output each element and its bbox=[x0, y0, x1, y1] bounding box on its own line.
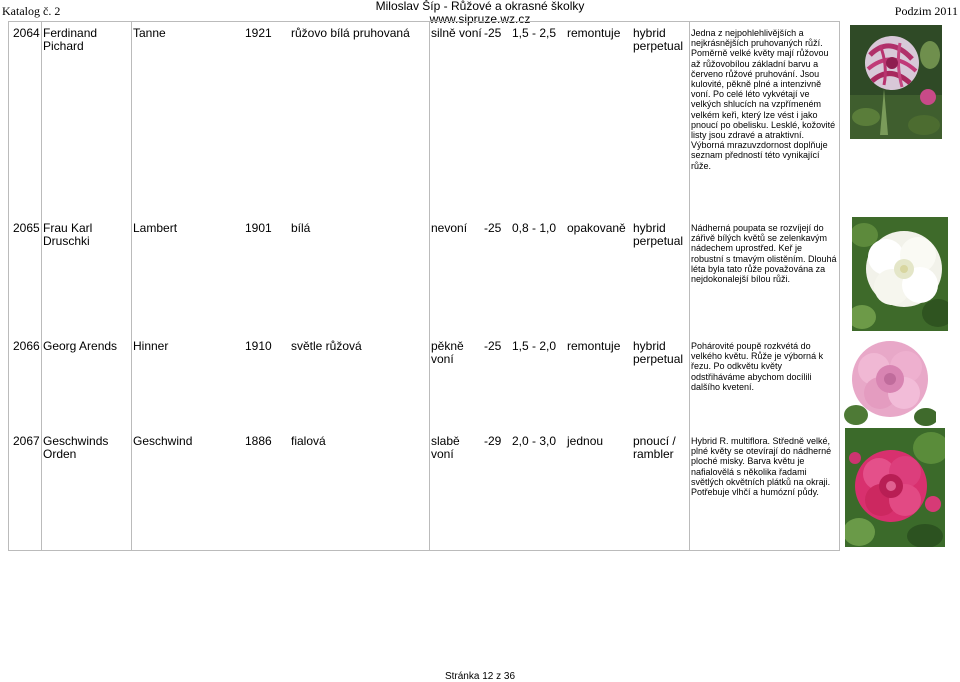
rose-number: 2067 bbox=[13, 434, 40, 448]
rose-color: fialová bbox=[291, 434, 326, 448]
rose-bloom: remontuje bbox=[567, 339, 621, 353]
rose-year: 1901 bbox=[245, 221, 272, 235]
page-number: Stránka 12 z 36 bbox=[444, 671, 516, 682]
rose-description: Jedna z nejpohlehlivějších a nejkrásnějších pruhovaných růží. Poměrně velké květy mají růžovou až růžovobílou základní barvu a červeno růžové pruhování. Jsou kulovité, pěkně plné a intenzivně voní. Po celé léto vykvétají ve velkých shlucích na vzpřímeném velkém keři, který lze vést i jako pnoucí po obelisku. Lesklé, kožovité listy jsou zdravé a atraktivní. Výborná mrazuvzdornost doplňuje seznam předností této vynikající růže. bbox=[691, 28, 836, 171]
rose-number: 2064 bbox=[13, 26, 40, 40]
rose-photo-geschwinds-orden bbox=[845, 428, 945, 547]
table-row bbox=[9, 335, 839, 431]
rose-description: Pohárovité poupě rozkvétá do velkého květu. Růže je výborná k řezu. Po odkvětu květy odstřiháváme abychom docílili dalšího kvetení. bbox=[691, 341, 824, 392]
rose-description: Nádherná poupata se rozvíjejí do zářivě bílých květů se zelenkavým nádechem uprostřed. Keř je robustní s tmavým olistěním. Dlouhá léta byla tato růže považována za nejdokonalejší bílou růži. bbox=[691, 223, 837, 285]
rose-class: hybrid perpetual bbox=[633, 221, 684, 248]
rose-photo-georg-arends bbox=[844, 335, 936, 427]
rose-breeder: Lambert bbox=[133, 221, 178, 235]
rose-hardiness: -29 bbox=[484, 434, 502, 448]
rose-color: bílá bbox=[291, 221, 311, 235]
rose-breeder: Tanne bbox=[133, 26, 166, 40]
rose-name: Frau Karl Druschki bbox=[43, 221, 93, 248]
publisher-name: Miloslav Šíp - Růžové a okrasné školky bbox=[375, 0, 585, 13]
table-row bbox=[9, 217, 839, 335]
rose-number: 2066 bbox=[13, 339, 40, 353]
rose-height: 1,5 - 2,0 bbox=[512, 339, 557, 353]
rose-hardiness: -25 bbox=[484, 221, 502, 235]
rose-fragrance: pěkně voní bbox=[431, 339, 464, 366]
season-label: Podzim 2011 bbox=[894, 4, 958, 18]
rose-fragrance: slabě voní bbox=[431, 434, 460, 461]
publisher-website: www.sipruze.wz.cz bbox=[429, 12, 531, 26]
rose-color: světle růžová bbox=[291, 339, 362, 353]
rose-breeder: Geschwind bbox=[133, 434, 193, 448]
rose-name: Ferdinand Pichard bbox=[43, 26, 98, 53]
table-row bbox=[9, 431, 839, 550]
table-row bbox=[9, 22, 839, 217]
rose-year: 1886 bbox=[245, 434, 272, 448]
rose-bloom: opakovaně bbox=[567, 221, 626, 235]
rose-hardiness: -25 bbox=[484, 339, 502, 353]
rose-class: hybrid perpetual bbox=[633, 26, 684, 53]
rose-number: 2065 bbox=[13, 221, 40, 235]
rose-class: hybrid perpetual bbox=[633, 339, 684, 366]
rose-height: 0,8 - 1,0 bbox=[512, 221, 557, 235]
rose-bloom: remontuje bbox=[567, 26, 621, 40]
rose-name: Geschwinds Orden bbox=[43, 434, 109, 461]
rose-year: 1910 bbox=[245, 339, 272, 353]
rose-fragrance: nevoní bbox=[431, 221, 468, 235]
rose-year: 1921 bbox=[245, 26, 272, 40]
rose-photo-ferdinand-pichard bbox=[850, 25, 942, 139]
rose-color: růžovo bílá pruhovaná bbox=[291, 26, 410, 40]
rose-hardiness: -25 bbox=[484, 26, 502, 40]
rose-photo-frau-karl-druschki bbox=[852, 217, 948, 331]
rose-height: 2,0 - 3,0 bbox=[512, 434, 557, 448]
rose-breeder: Hinner bbox=[133, 339, 169, 353]
rose-fragrance: silně voní bbox=[431, 26, 482, 40]
rose-class: pnoucí / rambler bbox=[633, 434, 676, 461]
rose-name: Georg Arends bbox=[43, 339, 118, 353]
catalog-label: Katalog č. 2 bbox=[2, 4, 61, 18]
rose-description: Hybrid R. multiflora. Středně velké, plné květy se otevírají do nádherné ploché misky. Barva květu je nafialovělá s několika řadami světlých okvětních plátků na okraji. Potřebuje vlhčí a humózní půdy. bbox=[691, 436, 832, 498]
rose-table bbox=[8, 21, 840, 551]
rose-height: 1,5 - 2,5 bbox=[512, 26, 557, 40]
rose-bloom: jednou bbox=[567, 434, 604, 448]
